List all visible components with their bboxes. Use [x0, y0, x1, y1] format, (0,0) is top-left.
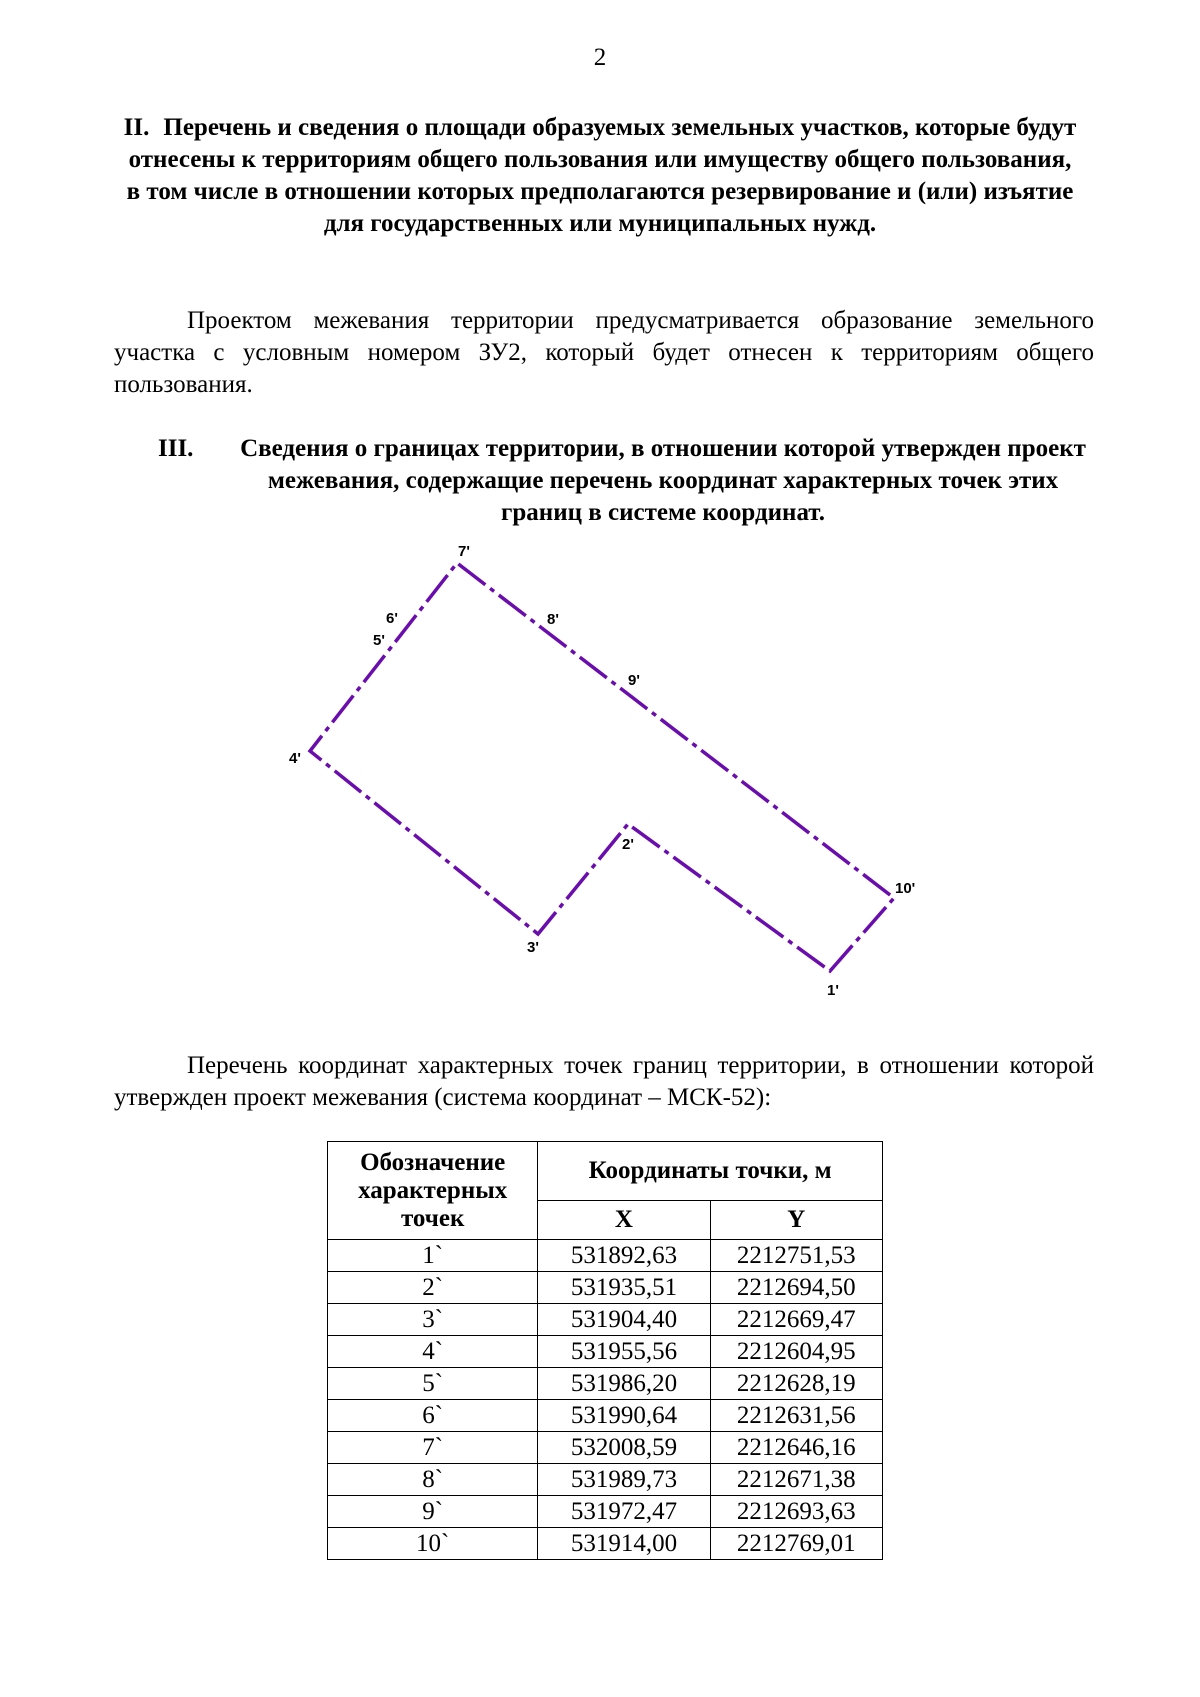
coordinates-table-body: [328, 1240, 883, 1560]
y-cell: 2212604,95: [710, 1336, 882, 1368]
point-cell: 1`: [328, 1240, 538, 1272]
y-header: Y: [710, 1201, 882, 1240]
point-cell: 9`: [328, 1496, 538, 1528]
section-2-title: Перечень и сведения о площади образуемых земельных участков, которые будут отнесены к территориям общего пользования или имуществу общего пользования, в том числе в отношении которых предполагаются резервирование и (или) изъятие для государственных или муниципальных нужд.: [126, 114, 1077, 237]
point-cell: 4`: [328, 1336, 538, 1368]
y-cell: 2212693,63: [710, 1496, 882, 1528]
x-cell: 531986,20: [538, 1368, 710, 1400]
table-row: [328, 1528, 883, 1560]
point-cell: 3`: [328, 1304, 538, 1336]
point-label-3: 3': [527, 939, 539, 956]
y-cell: 2212669,47: [710, 1304, 882, 1336]
table-row: [328, 1336, 883, 1368]
table-row: [328, 1272, 883, 1304]
x-cell: 531990,64: [538, 1400, 710, 1432]
x-cell: 531989,73: [538, 1464, 710, 1496]
y-cell: 2212628,19: [710, 1368, 882, 1400]
point-cell: 7`: [328, 1432, 538, 1464]
point-cell: 10`: [328, 1528, 538, 1560]
y-cell: 2212751,53: [710, 1240, 882, 1272]
point-cell: 5`: [328, 1368, 538, 1400]
y-cell: 2212646,16: [710, 1432, 882, 1464]
coordinates-table: [327, 1141, 883, 1560]
point-label-1: 1': [827, 982, 839, 999]
x-cell: 531972,47: [538, 1496, 710, 1528]
point-label-9: 9': [628, 672, 640, 689]
x-header: X: [538, 1201, 710, 1240]
x-cell: 531892,63: [538, 1240, 710, 1272]
section-3-paragraph: Перечень координат характерных точек границ территории, в отношении которой утвержден проект межевания (система координат – МСК-52):: [114, 1052, 1094, 1111]
table-row: [328, 1432, 883, 1464]
point-label-2: 2': [622, 836, 634, 853]
page-number: 2: [593, 44, 607, 71]
section-2-numeral: II.: [123, 114, 150, 141]
point-label-7: 7': [458, 543, 470, 560]
point-label-8: 8': [547, 611, 559, 628]
section-2-paragraph: Проектом межевания территории предусматривается образование земельного участка с условным номером ЗУ2, который будет отнесен к территориям общего пользования.: [114, 307, 1094, 398]
x-cell: 531904,40: [538, 1304, 710, 1336]
y-cell: 2212694,50: [710, 1272, 882, 1304]
y-cell: 2212769,01: [710, 1528, 882, 1560]
point-label-6: 6': [386, 610, 398, 627]
point-label-10: 10': [895, 880, 916, 897]
y-cell: 2212671,38: [710, 1464, 882, 1496]
coordinates-header: Координаты точки, м: [538, 1142, 883, 1201]
section-3-numeral: III.: [158, 435, 194, 462]
x-cell: 532008,59: [538, 1432, 710, 1464]
table-row: [328, 1368, 883, 1400]
point-cell: 6`: [328, 1400, 538, 1432]
point-cell: 8`: [328, 1464, 538, 1496]
point-cell: 2`: [328, 1272, 538, 1304]
table-row: [328, 1464, 883, 1496]
table-row: [328, 1400, 883, 1432]
x-cell: 531935,51: [538, 1272, 710, 1304]
table-row: [328, 1240, 883, 1272]
point-label-5: 5': [373, 632, 385, 649]
table-row: [328, 1496, 883, 1528]
section-3-title: Сведения о границах территории, в отношении которой утвержден проект межевания, содержащие перечень координат характерных точек этих границ в системе координат.: [240, 435, 1086, 526]
y-cell: 2212631,56: [710, 1400, 882, 1432]
point-designation-header: Обозначение характерных точек: [328, 1142, 538, 1240]
x-cell: 531914,00: [538, 1528, 710, 1560]
point-label-4: 4': [289, 750, 301, 767]
x-cell: 531955,56: [538, 1336, 710, 1368]
table-row: [328, 1304, 883, 1336]
